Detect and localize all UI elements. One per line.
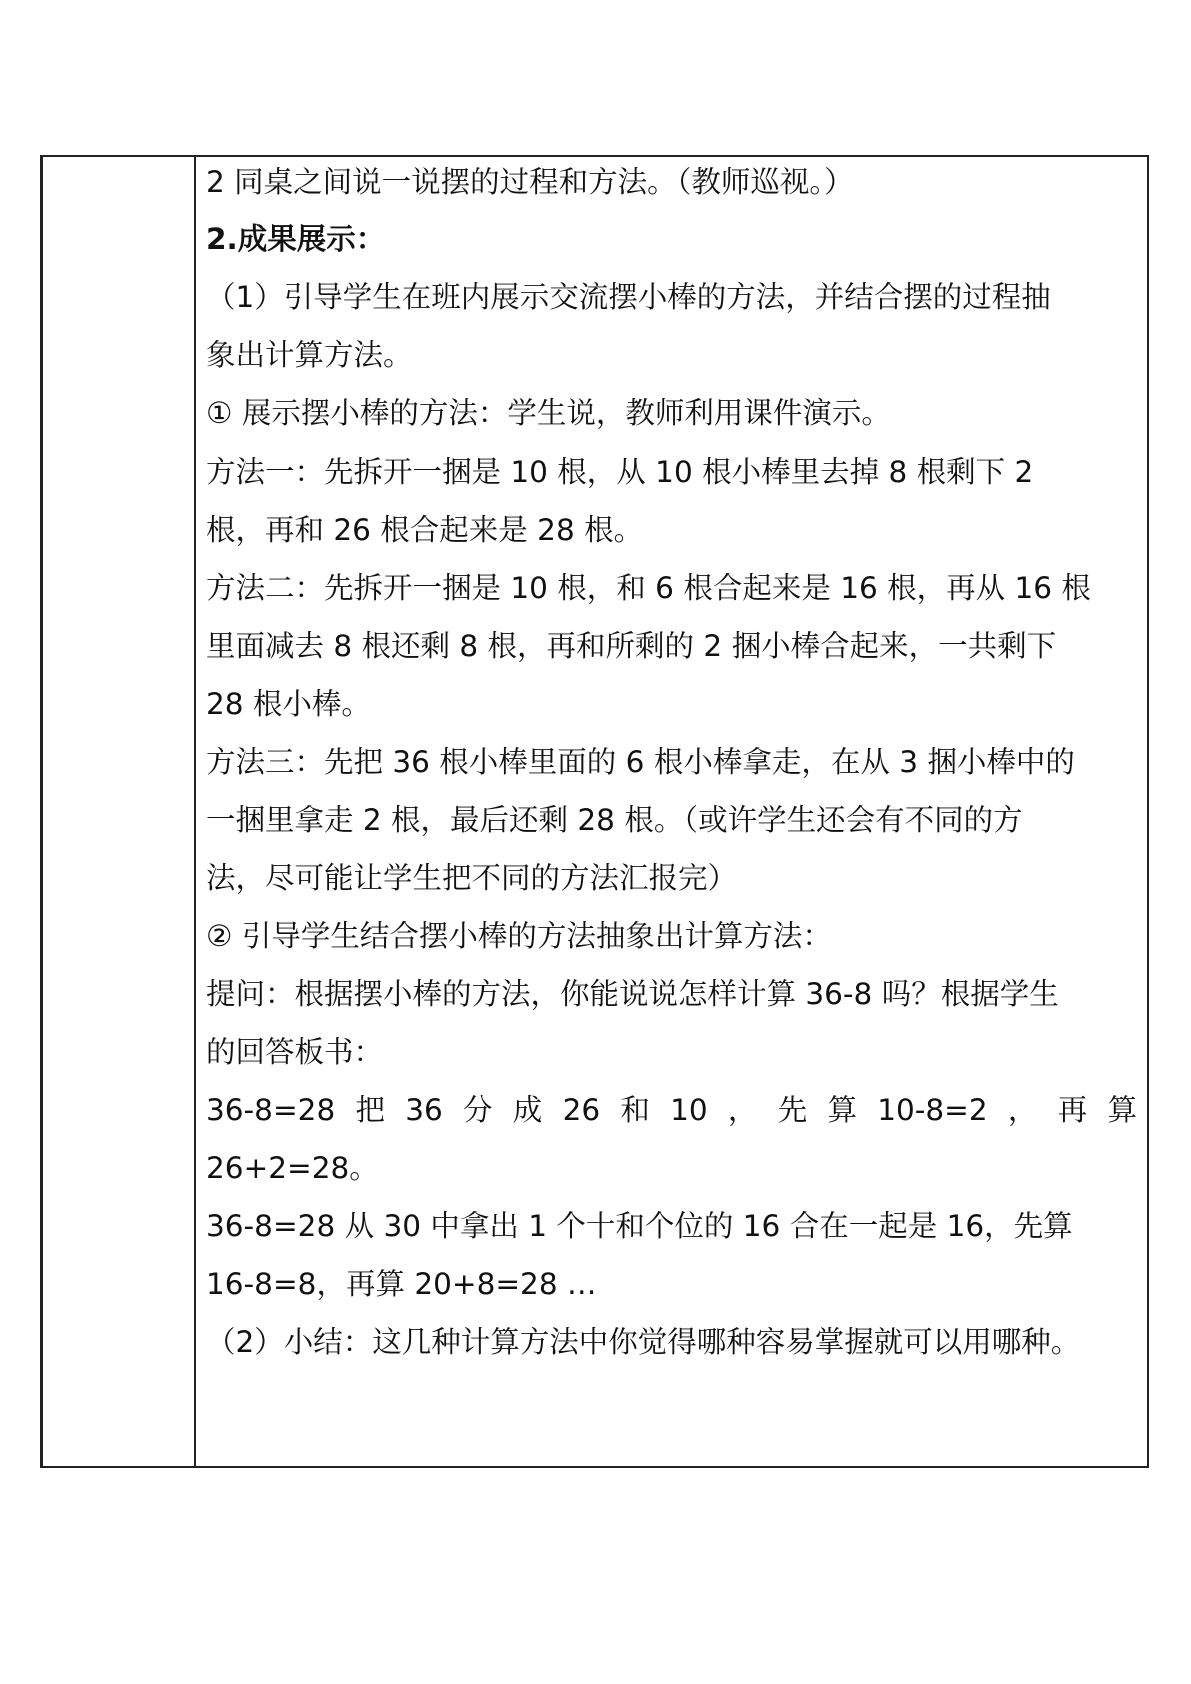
text-line: 里面减去 8 根还剩 8 根，再和所剩的 2 捆小棒合起来，一共剩下: [206, 629, 1057, 663]
text-segment: 算: [1107, 1093, 1137, 1127]
text-line: ① 展示摆小棒的方法：学生说，教师利用课件演示。: [206, 396, 891, 430]
text-segment: ，: [1007, 1093, 1038, 1127]
text-line: （2）小结：这几种计算方法中你觉得哪种容易掌握就可以用哪种。: [206, 1325, 1081, 1359]
text-line: ② 引导学生结合摆小棒的方法抽象出计算方法：: [206, 919, 832, 953]
section-heading: 2.成果展示：: [206, 222, 386, 256]
text-segment: 36-8=28: [206, 1093, 336, 1127]
text-line: （1）引导学生在班内展示交流摆小棒的方法，并结合摆的过程抽: [206, 280, 1051, 314]
text-line: 方法一：先拆开一捆是 10 根，从 10 根小棒里去掉 8 根剩下 2: [206, 455, 1034, 489]
text-segment: 成: [512, 1093, 543, 1127]
text-line: 16-8=8，再算 20+8=28 …: [206, 1267, 597, 1301]
left-cell: [43, 157, 194, 1466]
text-segment: 算: [827, 1093, 857, 1127]
text-segment: 分: [463, 1093, 493, 1127]
text-line: 象出计算方法。: [206, 338, 413, 372]
lesson-table: [40, 155, 1149, 1468]
text-line: 法，尽可能让学生把不同的方法汇报完）: [206, 861, 738, 895]
text-segment: 再: [1057, 1093, 1088, 1127]
text-line: 提问：根据摆小棒的方法，你能说说怎样计算 36-8 吗？根据学生: [206, 977, 1059, 1011]
text-line: 26+2=28。: [206, 1151, 379, 1185]
text-segment: 把: [355, 1093, 385, 1127]
text-segment: 36: [405, 1093, 443, 1127]
text-line: 方法二：先拆开一捆是 10 根，和 6 根合起来是 16 根，再从 16 根: [206, 571, 1091, 605]
text-segment: 和: [620, 1093, 650, 1127]
text-segment: 10-8=2: [877, 1093, 988, 1127]
text-line: 28 根小棒。: [206, 687, 371, 721]
justified-line: [206, 1079, 1137, 1141]
text-segment: 26: [562, 1093, 601, 1127]
text-line: 2 同桌之间说一说摆的过程和方法。（教师巡视。）: [206, 165, 854, 199]
column-divider: [194, 157, 196, 1466]
text-segment: 先: [777, 1093, 808, 1127]
text-line: 36-8=28 从 30 中拿出 1 个十和个位的 16 合在一起是 16，先算: [206, 1209, 1073, 1243]
text-line: 方法三：先把 36 根小棒里面的 6 根小棒拿走，在从 3 捆小棒中的: [206, 745, 1075, 779]
text-segment: ，: [727, 1093, 758, 1127]
text-line: 的回答板书：: [206, 1035, 384, 1069]
text-line: 根，再和 26 根合起来是 28 根。: [206, 513, 644, 547]
text-line: 一捆里拿走 2 根，最后还剩 28 根。（或许学生还会有不同的方: [206, 803, 1023, 837]
text-segment: 10: [670, 1093, 708, 1127]
